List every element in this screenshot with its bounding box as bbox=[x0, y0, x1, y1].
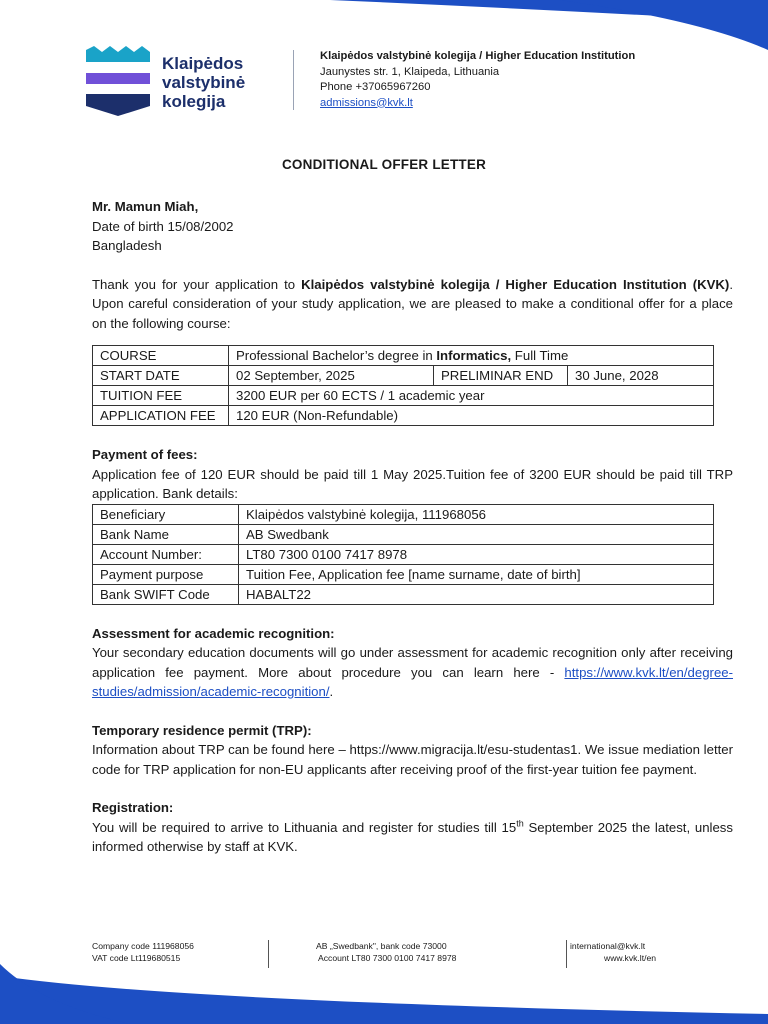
table-row bbox=[93, 406, 714, 426]
vat-code: VAT code Lt119680515 bbox=[92, 953, 181, 963]
footer-company bbox=[92, 940, 194, 964]
application-fee-label: APPLICATION FEE bbox=[93, 406, 229, 426]
kvk-logo-icon bbox=[86, 46, 156, 116]
document-title: CONDITIONAL OFFER LETTER bbox=[281, 157, 487, 172]
payment-heading: Payment of fees: bbox=[92, 447, 198, 462]
end-date-label: PRELIMINAR END bbox=[434, 366, 568, 386]
course-label: COURSE bbox=[93, 346, 229, 366]
bank-value: Tuition Fee, Application fee [name surname, date of birth] bbox=[239, 564, 714, 584]
assessment-heading: Assessment for academic recognition: bbox=[92, 625, 335, 641]
logo-wordmark bbox=[162, 54, 245, 111]
table-row bbox=[93, 524, 714, 544]
table-row bbox=[93, 544, 714, 564]
tuition-fee-label: TUITION FEE bbox=[93, 386, 229, 406]
application-fee-value: 120 EUR (Non-Refundable) bbox=[229, 406, 714, 426]
company-code: Company code 111968056 bbox=[92, 941, 194, 951]
bank-label: Bank Name bbox=[93, 524, 239, 544]
recipient-name: Mr. Mamun Miah, bbox=[92, 199, 199, 214]
logo-line-1: Klaipėdos bbox=[162, 54, 244, 73]
recipient-dob: Date of birth 15/08/2002 bbox=[92, 218, 234, 234]
bank-label: Beneficiary bbox=[93, 504, 239, 524]
end-date-value: 30 June, 2028 bbox=[568, 366, 714, 386]
footer-contact bbox=[570, 940, 656, 964]
phone: Phone +37065967260 bbox=[320, 81, 431, 93]
institution-name: Klaipėdos valstybinė kolegija / Higher Education Institution bbox=[320, 50, 636, 62]
footer-email[interactable]: international@kvk.lt bbox=[570, 941, 646, 951]
recipient-country: Bangladesh bbox=[92, 238, 162, 253]
trp-text: Information about TRP can be found here – https://www.migracija.lt/esu-studentas1. We issue mediation letter code for TRP application for non-EU applicants after receiving proof of the first-year tuition fee payment. bbox=[92, 742, 733, 777]
footer-bank-name: AB „Swedbank", bank code 73000 bbox=[316, 941, 447, 951]
table-row bbox=[93, 564, 714, 584]
footer-swoosh bbox=[0, 964, 768, 1024]
payment-text: Application fee of 120 EUR should be paid till 1 May 2025.Tuition fee of 3200 EUR should be paid till TRP application. Bank details: bbox=[92, 466, 733, 501]
table-row bbox=[93, 346, 714, 366]
start-date-value: 02 September, 2025 bbox=[229, 366, 434, 386]
footer-bank bbox=[316, 940, 456, 964]
intro-paragraph bbox=[92, 275, 733, 334]
assessment-text: Your secondary education documents will go under assessment for academic recognition only after receiving application fee payment. More about procedure you can learn here - https://www.kvk.lt/en/degree-studies/admission/academic-recognition/. bbox=[92, 645, 733, 699]
tuition-fee-value: 3200 EUR per 60 ECTS / 1 academic year bbox=[229, 386, 714, 406]
registration-heading: Registration: bbox=[92, 800, 174, 815]
header-divider bbox=[293, 50, 294, 110]
address: Jaunystes str. 1, Klaipeda, Lithuania bbox=[320, 65, 500, 78]
registration-text: You will be required to arrive to Lithuania and register for studies till 15th September 2025 the latest, unless informed otherwise by staff at KVK. bbox=[92, 818, 733, 854]
trp-heading: Temporary residence permit (TRP): bbox=[92, 722, 312, 738]
bank-value: AB Swedbank bbox=[239, 524, 714, 544]
logo-line-3: kolegija bbox=[162, 92, 226, 111]
table-row bbox=[93, 366, 714, 386]
intro-institution: Klaipėdos valstybinė kolegija / Higher Education Institution (KVK) bbox=[301, 276, 730, 292]
letter-body bbox=[92, 197, 733, 857]
bank-details-table bbox=[92, 504, 714, 605]
recipient-block bbox=[92, 197, 733, 256]
footer-divider bbox=[566, 940, 567, 968]
admissions-email-link[interactable]: admissions@kvk.lt bbox=[320, 96, 413, 109]
start-date-label: START DATE bbox=[93, 366, 229, 386]
footer-web[interactable]: www.kvk.lt/en bbox=[604, 953, 657, 963]
table-row bbox=[93, 386, 714, 406]
bank-value: HABALT22 bbox=[239, 584, 714, 604]
academic-recognition-link[interactable]: https://www.kvk.lt/en/degree-studies/admission/academic-recognition/ bbox=[92, 664, 733, 699]
course-value: Professional Bachelor’s degree in Informatics, Full Time bbox=[229, 346, 714, 366]
intro-text: Thank you for your application to bbox=[92, 276, 302, 292]
footer-divider bbox=[268, 940, 269, 968]
contact-block bbox=[320, 49, 635, 111]
course-table bbox=[92, 345, 714, 426]
bank-value: Klaipėdos valstybinė kolegija, 111968056 bbox=[239, 504, 714, 524]
bank-value: LT80 7300 0100 7417 8978 bbox=[239, 544, 714, 564]
footer-account: Account LT80 7300 0100 7417 8978 bbox=[318, 953, 457, 963]
bank-label: Payment purpose bbox=[93, 564, 239, 584]
intro-text-2: . Upon careful consideration of your study application, we are pleased to make a conditional offer for a place on the following course: bbox=[92, 276, 733, 331]
bank-label: Bank SWIFT Code bbox=[93, 584, 239, 604]
logo-line-2: valstybinė bbox=[162, 73, 246, 92]
bank-label: Account Number: bbox=[93, 544, 239, 564]
table-row bbox=[93, 584, 714, 604]
table-row bbox=[93, 504, 714, 524]
